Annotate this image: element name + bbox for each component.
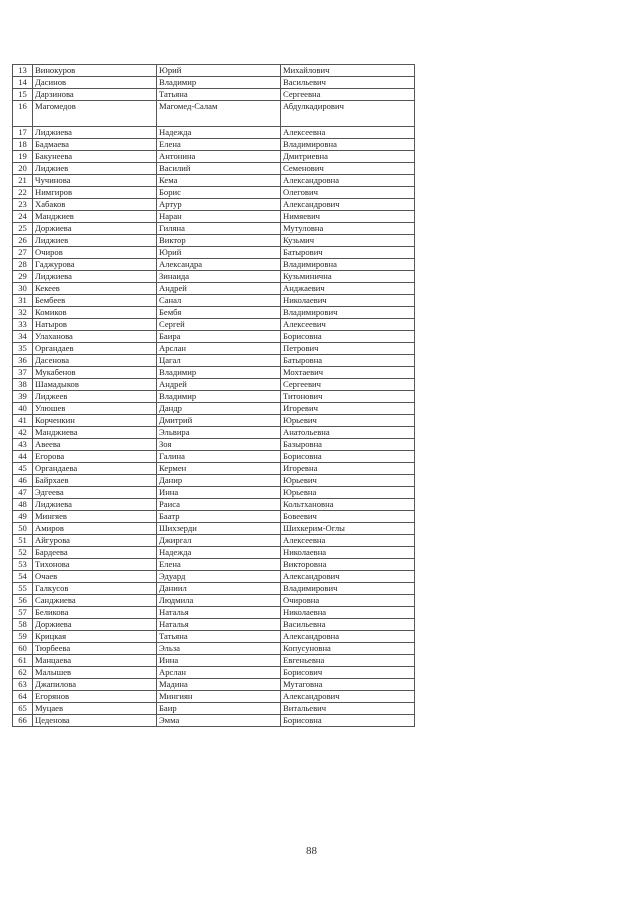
table-row <box>13 643 415 655</box>
last-name-cell: Байрхаев <box>33 475 157 487</box>
last-name-cell: Магомедов <box>33 101 157 127</box>
patronymic-cell: Владимировна <box>281 139 415 151</box>
first-name-cell: Баира <box>157 331 281 343</box>
last-name-cell: Очаев <box>33 571 157 583</box>
row-number: 15 <box>13 89 33 101</box>
row-number: 38 <box>13 379 33 391</box>
row-number: 63 <box>13 679 33 691</box>
last-name-cell: Бембеев <box>33 295 157 307</box>
first-name-cell: Надежда <box>157 127 281 139</box>
table-row <box>13 403 415 415</box>
patronymic-cell: Александрович <box>281 691 415 703</box>
table-row <box>13 307 415 319</box>
last-name-cell: Цеденова <box>33 715 157 727</box>
first-name-cell: Наталья <box>157 619 281 631</box>
patronymic-cell: Олегович <box>281 187 415 199</box>
row-number: 47 <box>13 487 33 499</box>
first-name-cell: Владимир <box>157 77 281 89</box>
last-name-cell: Бардеева <box>33 547 157 559</box>
first-name-cell: Эльза <box>157 643 281 655</box>
table-row <box>13 703 415 715</box>
table-row <box>13 271 415 283</box>
row-number: 64 <box>13 691 33 703</box>
row-number: 28 <box>13 259 33 271</box>
first-name-cell: Инна <box>157 487 281 499</box>
table-row <box>13 175 415 187</box>
first-name-cell: Андрей <box>157 283 281 295</box>
row-number: 40 <box>13 403 33 415</box>
last-name-cell: Органдаева <box>33 463 157 475</box>
first-name-cell: Владимир <box>157 367 281 379</box>
table-row <box>13 487 415 499</box>
first-name-cell: Даниил <box>157 583 281 595</box>
table-row <box>13 127 415 139</box>
patronymic-cell: Батыровна <box>281 355 415 367</box>
patronymic-cell: Александрович <box>281 199 415 211</box>
row-number: 26 <box>13 235 33 247</box>
last-name-cell: Авеева <box>33 439 157 451</box>
first-name-cell: Дмитрий <box>157 415 281 427</box>
patronymic-cell: Анджаевич <box>281 283 415 295</box>
first-name-cell: Елена <box>157 559 281 571</box>
patronymic-cell: Александровна <box>281 631 415 643</box>
patronymic-cell: Николаевич <box>281 295 415 307</box>
last-name-cell: Манцаева <box>33 655 157 667</box>
row-number: 23 <box>13 199 33 211</box>
table-row <box>13 679 415 691</box>
patronymic-cell: Николаевна <box>281 547 415 559</box>
first-name-cell: Василий <box>157 163 281 175</box>
first-name-cell: Мадина <box>157 679 281 691</box>
row-number: 13 <box>13 65 33 77</box>
last-name-cell: Чучинова <box>33 175 157 187</box>
patronymic-cell: Викторовна <box>281 559 415 571</box>
row-number: 61 <box>13 655 33 667</box>
row-number: 65 <box>13 703 33 715</box>
row-number: 34 <box>13 331 33 343</box>
row-number: 14 <box>13 77 33 89</box>
first-name-cell: Баатр <box>157 511 281 523</box>
last-name-cell: Тихонова <box>33 559 157 571</box>
last-name-cell: Беликова <box>33 607 157 619</box>
row-number: 42 <box>13 427 33 439</box>
table-row <box>13 151 415 163</box>
row-number: 20 <box>13 163 33 175</box>
first-name-cell: Кема <box>157 175 281 187</box>
row-number: 52 <box>13 547 33 559</box>
patronymic-cell: Сергеевна <box>281 89 415 101</box>
last-name-cell: Амиров <box>33 523 157 535</box>
patronymic-cell: Борисовна <box>281 331 415 343</box>
patronymic-cell: Анатольевна <box>281 427 415 439</box>
row-number: 17 <box>13 127 33 139</box>
last-name-cell: Винокуров <box>33 65 157 77</box>
patronymic-cell: Юрьевич <box>281 475 415 487</box>
patronymic-cell: Владимирович <box>281 307 415 319</box>
first-name-cell: Юрий <box>157 65 281 77</box>
table-row <box>13 559 415 571</box>
table-row <box>13 595 415 607</box>
last-name-cell: Очиров <box>33 247 157 259</box>
row-number: 36 <box>13 355 33 367</box>
patronymic-cell: Игоревич <box>281 403 415 415</box>
patronymic-cell: Васильевна <box>281 619 415 631</box>
table-row <box>13 451 415 463</box>
first-name-cell: Раиса <box>157 499 281 511</box>
table-row <box>13 283 415 295</box>
first-name-cell: Виктор <box>157 235 281 247</box>
table-row <box>13 475 415 487</box>
row-number: 62 <box>13 667 33 679</box>
row-number: 29 <box>13 271 33 283</box>
first-name-cell: Арслан <box>157 667 281 679</box>
first-name-cell: Елена <box>157 139 281 151</box>
first-name-cell: Галина <box>157 451 281 463</box>
table-row <box>13 199 415 211</box>
patronymic-cell: Владимирович <box>281 583 415 595</box>
first-name-cell: Эмма <box>157 715 281 727</box>
last-name-cell: Малышев <box>33 667 157 679</box>
row-number: 60 <box>13 643 33 655</box>
patronymic-cell: Васильевич <box>281 77 415 89</box>
table-row <box>13 619 415 631</box>
patronymic-cell: Владимировна <box>281 259 415 271</box>
last-name-cell: Дасенова <box>33 355 157 367</box>
last-name-cell: Санджиева <box>33 595 157 607</box>
patronymic-cell: Батырович <box>281 247 415 259</box>
patronymic-cell: Борисовна <box>281 715 415 727</box>
last-name-cell: Эдгеева <box>33 487 157 499</box>
last-name-cell: Корченкин <box>33 415 157 427</box>
last-name-cell: Шамадыков <box>33 379 157 391</box>
first-name-cell: Магомед-Салам <box>157 101 281 127</box>
last-name-cell: Бадмаева <box>33 139 157 151</box>
last-name-cell: Лиджиев <box>33 235 157 247</box>
row-number: 48 <box>13 499 33 511</box>
first-name-cell: Джиргал <box>157 535 281 547</box>
row-number: 22 <box>13 187 33 199</box>
table-row <box>13 295 415 307</box>
first-name-cell: Надежда <box>157 547 281 559</box>
first-name-cell: Зинаида <box>157 271 281 283</box>
first-name-cell: Мингиян <box>157 691 281 703</box>
patronymic-cell: Дмитриевна <box>281 151 415 163</box>
first-name-cell: Зоя <box>157 439 281 451</box>
row-number: 27 <box>13 247 33 259</box>
table-row <box>13 583 415 595</box>
first-name-cell: Данир <box>157 475 281 487</box>
table-row <box>13 607 415 619</box>
last-name-cell: Кекеев <box>33 283 157 295</box>
first-name-cell: Юрий <box>157 247 281 259</box>
last-name-cell: Доржиева <box>33 619 157 631</box>
table-row <box>13 77 415 89</box>
table-row <box>13 691 415 703</box>
table-row <box>13 631 415 643</box>
last-name-cell: Лиджиева <box>33 499 157 511</box>
row-number: 39 <box>13 391 33 403</box>
table-row <box>13 379 415 391</box>
patronymic-cell: Нимяевич <box>281 211 415 223</box>
patronymic-cell: Базыровна <box>281 439 415 451</box>
table-row <box>13 463 415 475</box>
first-name-cell: Наталья <box>157 607 281 619</box>
first-name-cell: Татьяна <box>157 89 281 101</box>
last-name-cell: Лиджиева <box>33 127 157 139</box>
last-name-cell: Улаханова <box>33 331 157 343</box>
table-row <box>13 391 415 403</box>
patronymic-cell: Петрович <box>281 343 415 355</box>
first-name-cell: Сергей <box>157 319 281 331</box>
last-name-cell: Нимгиров <box>33 187 157 199</box>
last-name-cell: Айгурова <box>33 535 157 547</box>
row-number: 25 <box>13 223 33 235</box>
first-name-cell: Артур <box>157 199 281 211</box>
patronymic-cell: Кузьминична <box>281 271 415 283</box>
first-name-cell: Борис <box>157 187 281 199</box>
table-row <box>13 667 415 679</box>
last-name-cell: Лиджиева <box>33 271 157 283</box>
row-number: 24 <box>13 211 33 223</box>
patronymic-cell: Кольтхановна <box>281 499 415 511</box>
table-row <box>13 101 415 127</box>
patronymic-cell: Евгеньевна <box>281 655 415 667</box>
row-number: 54 <box>13 571 33 583</box>
patronymic-cell: Александрович <box>281 571 415 583</box>
table-row <box>13 511 415 523</box>
patronymic-cell: Копусуновна <box>281 643 415 655</box>
table-row <box>13 319 415 331</box>
table-row <box>13 89 415 101</box>
row-number: 45 <box>13 463 33 475</box>
first-name-cell: Людмила <box>157 595 281 607</box>
patronymic-cell: Александровна <box>281 175 415 187</box>
table-row <box>13 415 415 427</box>
table-row <box>13 223 415 235</box>
row-number: 55 <box>13 583 33 595</box>
last-name-cell: Манджиева <box>33 427 157 439</box>
patronymic-cell: Борисович <box>281 667 415 679</box>
patronymic-cell: Николаевна <box>281 607 415 619</box>
row-number: 33 <box>13 319 33 331</box>
first-name-cell: Арслан <box>157 343 281 355</box>
table-row <box>13 367 415 379</box>
last-name-cell: Муцаев <box>33 703 157 715</box>
first-name-cell: Андрей <box>157 379 281 391</box>
row-number: 30 <box>13 283 33 295</box>
last-name-cell: Дарзинова <box>33 89 157 101</box>
row-number: 31 <box>13 295 33 307</box>
row-number: 58 <box>13 619 33 631</box>
table-row <box>13 571 415 583</box>
table-row <box>13 343 415 355</box>
patronymic-cell: Михайлович <box>281 65 415 77</box>
patronymic-cell: Игоревна <box>281 463 415 475</box>
row-number: 46 <box>13 475 33 487</box>
patronymic-cell: Шихкерим-Оглы <box>281 523 415 535</box>
patronymic-cell: Титонович <box>281 391 415 403</box>
last-name-cell: Мингяев <box>33 511 157 523</box>
last-name-cell: Хабаков <box>33 199 157 211</box>
patronymic-cell: Семенович <box>281 163 415 175</box>
table-row <box>13 211 415 223</box>
patronymic-cell: Борисовна <box>281 451 415 463</box>
last-name-cell: Лиджиев <box>33 163 157 175</box>
patronymic-cell: Кузьмич <box>281 235 415 247</box>
patronymic-cell: Очировна <box>281 595 415 607</box>
people-list-body <box>13 65 415 727</box>
table-row <box>13 439 415 451</box>
first-name-cell: Дандр <box>157 403 281 415</box>
last-name-cell: Манджиев <box>33 211 157 223</box>
last-name-cell: Бакунеева <box>33 151 157 163</box>
first-name-cell: Баир <box>157 703 281 715</box>
table-row <box>13 235 415 247</box>
last-name-cell: Комиков <box>33 307 157 319</box>
row-number: 19 <box>13 151 33 163</box>
row-number: 37 <box>13 367 33 379</box>
row-number: 32 <box>13 307 33 319</box>
patronymic-cell: Бовеевич <box>281 511 415 523</box>
row-number: 43 <box>13 439 33 451</box>
table-row <box>13 163 415 175</box>
table-row <box>13 355 415 367</box>
row-number: 51 <box>13 535 33 547</box>
first-name-cell: Инна <box>157 655 281 667</box>
table-row <box>13 715 415 727</box>
row-number: 50 <box>13 523 33 535</box>
first-name-cell: Татьяна <box>157 631 281 643</box>
last-name-cell: Тюрбеева <box>33 643 157 655</box>
table-row <box>13 523 415 535</box>
row-number: 16 <box>13 101 33 127</box>
first-name-cell: Владимир <box>157 391 281 403</box>
last-name-cell: Егорова <box>33 451 157 463</box>
first-name-cell: Антонина <box>157 151 281 163</box>
row-number: 41 <box>13 415 33 427</box>
row-number: 49 <box>13 511 33 523</box>
table-row <box>13 259 415 271</box>
last-name-cell: Крицкая <box>33 631 157 643</box>
row-number: 21 <box>13 175 33 187</box>
first-name-cell: Цагал <box>157 355 281 367</box>
table-row <box>13 427 415 439</box>
last-name-cell: Мукабенов <box>33 367 157 379</box>
patronymic-cell: Витальевич <box>281 703 415 715</box>
people-list-table <box>12 64 415 727</box>
table-row <box>13 65 415 77</box>
table-row <box>13 535 415 547</box>
last-name-cell: Натыров <box>33 319 157 331</box>
first-name-cell: Гиляна <box>157 223 281 235</box>
table-row <box>13 499 415 511</box>
row-number: 57 <box>13 607 33 619</box>
page-number: 88 <box>306 845 317 857</box>
table-row <box>13 247 415 259</box>
row-number: 35 <box>13 343 33 355</box>
row-number: 56 <box>13 595 33 607</box>
row-number: 18 <box>13 139 33 151</box>
first-name-cell: Шихзерди <box>157 523 281 535</box>
patronymic-cell: Алексеевич <box>281 319 415 331</box>
last-name-cell: Улюшев <box>33 403 157 415</box>
first-name-cell: Санал <box>157 295 281 307</box>
row-number: 53 <box>13 559 33 571</box>
patronymic-cell: Абдулкадирович <box>281 101 415 127</box>
last-name-cell: Гаджурова <box>33 259 157 271</box>
first-name-cell: Александра <box>157 259 281 271</box>
row-number: 59 <box>13 631 33 643</box>
last-name-cell: Доржиева <box>33 223 157 235</box>
row-number: 44 <box>13 451 33 463</box>
last-name-cell: Джапилова <box>33 679 157 691</box>
last-name-cell: Егорянов <box>33 691 157 703</box>
first-name-cell: Эдуард <box>157 571 281 583</box>
table-row <box>13 547 415 559</box>
first-name-cell: Бембя <box>157 307 281 319</box>
last-name-cell: Дасинов <box>33 77 157 89</box>
patronymic-cell: Сергеевич <box>281 379 415 391</box>
patronymic-cell: Юрьевич <box>281 415 415 427</box>
patronymic-cell: Алексеевна <box>281 535 415 547</box>
patronymic-cell: Мутуловна <box>281 223 415 235</box>
first-name-cell: Эльвира <box>157 427 281 439</box>
first-name-cell: Наран <box>157 211 281 223</box>
patronymic-cell: Юрьевна <box>281 487 415 499</box>
row-number: 66 <box>13 715 33 727</box>
last-name-cell: Органдаев <box>33 343 157 355</box>
patronymic-cell: Алексеевна <box>281 127 415 139</box>
last-name-cell: Галкусов <box>33 583 157 595</box>
table-row <box>13 139 415 151</box>
table-row <box>13 331 415 343</box>
table-row <box>13 187 415 199</box>
patronymic-cell: Мутаговна <box>281 679 415 691</box>
table-row <box>13 655 415 667</box>
last-name-cell: Лиджеев <box>33 391 157 403</box>
first-name-cell: Кермен <box>157 463 281 475</box>
patronymic-cell: Мохтаевич <box>281 367 415 379</box>
